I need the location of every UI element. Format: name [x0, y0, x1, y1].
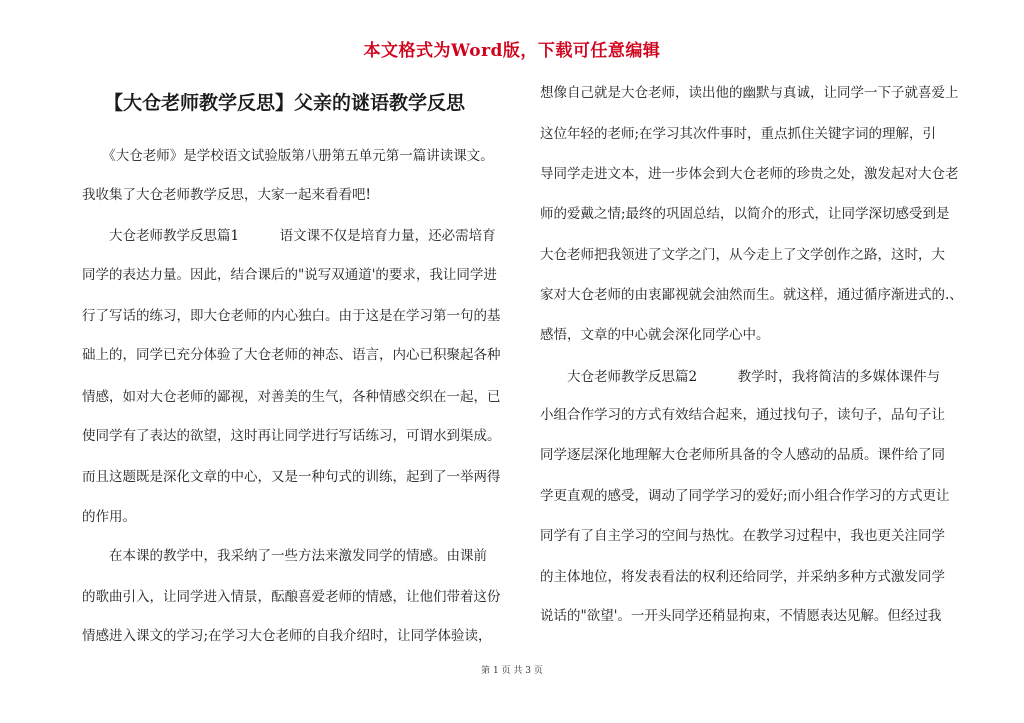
left-line: 而且这题既是深化文章的中心，又是一种句式的训练，起到了一举两得 — [82, 469, 501, 485]
page-number-footer: 第 1 页 共 3 页 — [481, 666, 543, 676]
right-line: 大仓老师教学反思篇2 教学时，我将简洁的多媒体课件与 — [540, 369, 941, 385]
left-line: 情感进入课文的学习;在学习大仓老师的自我介绍时，让同学体验读， — [82, 628, 492, 644]
left-line: 《大仓老师》是学校语文试验版第八册第五单元第一篇讲读课文。 — [82, 148, 494, 164]
right-line: 家对大仓老师的由衷鄙视就会油然而生。就这样，通过循序渐进式的.、 — [540, 287, 963, 303]
right-line: 感悟，文章的中心就会深化同学心中。 — [540, 327, 770, 343]
left-line: 大仓老师教学反思篇1 语文课不仅是培育力量，还必需培育 — [82, 228, 496, 244]
left-line: 的作用。 — [82, 509, 136, 525]
left-line: 在本课的教学中，我采纳了一些方法来激发同学的情感。由课前 — [82, 548, 487, 564]
article-title: 【大仓老师教学反思】父亲的谜语教学反思 — [104, 92, 466, 114]
left-line: 同学的表达力量。因此，结合课后的"说写双通道'的要求，我让同学进 — [82, 267, 497, 283]
word-format-banner: 本文格式为Word版，下载可任意编辑 — [363, 41, 661, 61]
right-line: 同学逐层深化地理解大仓老师所具备的令人感动的品质。课件给了同 — [540, 447, 945, 463]
right-line: 想像自己就是大仓老师，读出他的幽默与真诚，让同学一下子就喜爱上 — [540, 85, 959, 101]
right-line: 的主体地位，将发表看法的权利还给同学，并采纳多种方式激发同学 — [540, 569, 945, 585]
left-line: 情感，如对大仓老师的鄙视，对善美的生气，各种情感交织在一起，已 — [82, 389, 501, 405]
left-line: 我收集了大仓老师教学反思，大家一起来看看吧! — [82, 187, 371, 203]
right-line: 同学有了自主学习的空间与热忱。在教学习过程中，我也更关注同学 — [540, 528, 945, 544]
right-line: 大仓老师把我领进了文学之门，从今走上了文学创作之路，这时，大 — [540, 247, 945, 263]
right-line: 学更直观的感受，调动了同学学习的爱好;而小组合作学习的方式更让 — [540, 488, 950, 504]
right-line: 师的爱戴之情;最终的巩固总结，以简介的形式，让同学深切感受到是 — [540, 206, 950, 222]
right-line: 说话的"欲望'。一开头同学还稍显拘束，不情愿表达见解。但经过我 — [540, 608, 942, 624]
left-line: 使同学有了表达的欲望，这时再让同学进行写话练习，可谓水到渠成。 — [82, 428, 501, 444]
right-line: 小组合作学习的方式有效结合起来，通过找句子，读句子，品句子让 — [540, 407, 945, 423]
left-line: 的歌曲引入，让同学进入情景，酝酿喜爱老师的情感，让他们带着这份 — [82, 589, 501, 605]
left-line: 行了写话的练习，即大仓老师的内心独白。由于这是在学习第一句的基 — [82, 308, 501, 324]
right-line: 这位年轻的老师;在学习其次件事时，重点抓住关键字词的理解，引 — [540, 126, 937, 142]
left-line: 础上的，同学已充分体验了大仓老师的神态、语言，内心已积聚起各种 — [82, 347, 501, 363]
right-line: 导同学走进文本，进一步体会到大仓老师的珍贵之处，激发起对大仓老 — [540, 166, 959, 182]
